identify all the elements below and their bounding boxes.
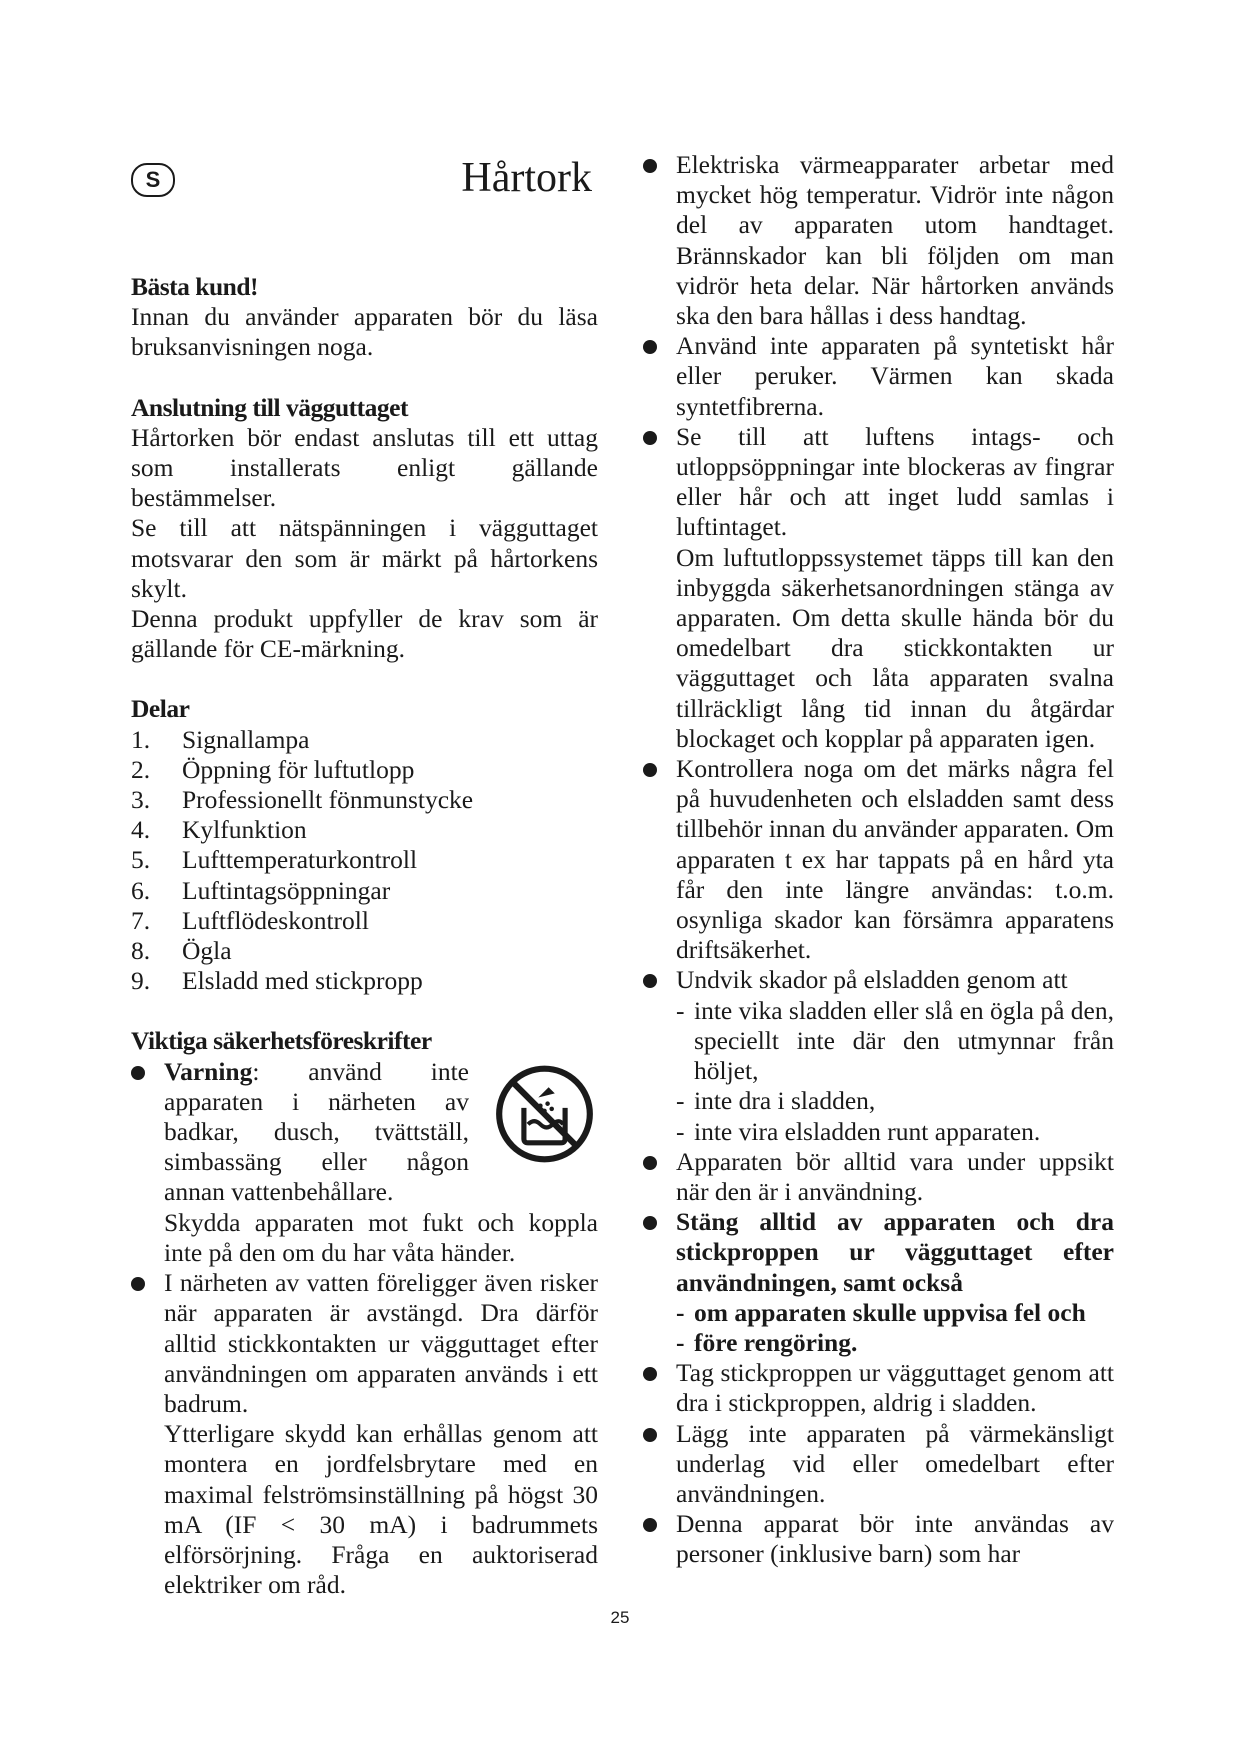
parts-list <box>131 725 598 997</box>
connection-heading: Anslutning till vägguttaget <box>131 392 408 422</box>
parts-list-item: 9. Elsladd med stickpropp <box>131 966 423 996</box>
connection-paragraph: Denna produkt uppfyller de krav som är gällande för CE-märkning. <box>131 604 598 664</box>
page-number: 25 <box>610 1608 630 1627</box>
dash-item: - om apparaten skulle uppvisa fel och <box>676 1297 1086 1327</box>
language-badge: S <box>131 163 175 197</box>
bullet-icon <box>643 974 657 988</box>
page-title: Hårtork <box>461 155 592 201</box>
list-item: Undvik skador på elsladden genom att - inte vika sladden eller slå en ögla på den, speciellt inte där den utmynnar från höljet, - inte dra i sladden, - inte vira elsladden runt apparaten. <box>643 965 1114 1146</box>
list-item: Stäng alltid av apparaten och dra stickproppen ur vägguttaget efter användningen, samt också - om apparaten skulle uppvisa fel och - före rengöring. <box>643 1207 1114 1358</box>
parts-list-item: 8. Ögla <box>131 936 232 966</box>
connection-paragraph: Hårtorken bör endast anslutas till ett uttag som installerats enligt gällande bestämmelser. <box>131 422 598 513</box>
list-item: I närheten av vatten föreligger även risker när apparaten är avstängd. Dra därför alltid stickkontakten ur vägguttaget efter användningen om apparaten används i ett badrum. Ytterligare skydd kan erhållas genom att montera en jordfelsbrytare med en maximal felströmsinställning på högst 30 mA (IF < 30 mA) i badrummets elförsörjning. Fråga en auktoriserad elektriker om råd. <box>131 1268 598 1600</box>
list-item: Se till att luftens intags- och utloppsöppningar inte blockeras av fingrar eller hår och att inget ludd samlas i luftintaget. Om luftutloppssystemet täpps till kan den inbyggda säkerhetsanordningen stänga av apparaten. Om detta skulle hända bör du omedelbart dra stickkontakten ur vägguttaget och låta apparaten svalna tillräckligt lång tid innan du åtgärdar blockaget och kopplar på apparaten igen. <box>643 422 1114 754</box>
warning-extra: Skydda apparaten mot fukt och koppla inte på den om du har våta händer. <box>164 1207 598 1267</box>
safety-heading: Viktiga säkerhetsföreskrifter <box>131 1026 432 1056</box>
dash-item: - inte dra i sladden, <box>676 1086 876 1116</box>
parts-list-item: 6. Luftintagsöppningar <box>131 875 391 905</box>
dash-item: - före rengöring. <box>676 1327 858 1357</box>
bullet-icon <box>643 1216 657 1230</box>
bullet-icon <box>643 763 657 777</box>
bullet-icon <box>643 1367 657 1381</box>
bullet-icon <box>643 1156 657 1170</box>
intro-text: Innan du använder apparaten bör du läsa bruksanvisningen noga. <box>131 302 598 362</box>
list-item: Apparaten bör alltid vara under uppsikt när den är i användning. <box>643 1147 1114 1207</box>
list-item: Använd inte apparaten på syntetiskt hår eller peruker. Värmen kan skada syntetfibrerna. <box>643 331 1114 422</box>
parts-heading: Delar <box>131 694 190 724</box>
no-water-icon <box>493 1059 596 1169</box>
right-column <box>643 150 1114 1570</box>
list-item <box>131 1057 598 1268</box>
parts-list-item: 7. Luftflödeskontroll <box>131 905 369 935</box>
intro-heading: Bästa kund! <box>131 272 259 301</box>
bullet-icon <box>643 159 657 173</box>
warning-label: Varning <box>164 1056 253 1086</box>
safety-list <box>131 1057 598 1601</box>
list-item: Elektriska värmeapparater arbetar med mycket hög temperatur. Vidrör inte någon del av apparaten utom handtaget. Brännskador kan bli följden om man vidrör heta delar. När hårtorken används ska den bara hållas i dess handtag. <box>643 150 1114 331</box>
bullet-icon <box>131 1066 145 1080</box>
list-item: Denna apparat bör inte användas av personer (inklusive barn) som har <box>643 1509 1114 1569</box>
bullet-icon <box>643 340 657 354</box>
list-item: Lägg inte apparaten på värmekänsligt underlag vid eller omedelbart efter användningen. <box>643 1419 1114 1510</box>
parts-list-item: 5. Lufttemperaturkontroll <box>131 845 418 875</box>
left-column <box>131 272 598 1600</box>
dash-item: - inte vira elsladden runt apparaten. <box>676 1116 1041 1146</box>
list-item: Kontrollera noga om det märks några fel på huvudenheten och elsladden samt dess tillbehör innan du använder apparaten. Om apparaten t ex har tappats på en hård yta får den inte längre användas: t.o.m. osynliga skador kan försämra apparatens driftsäkerhet. <box>643 754 1114 965</box>
parts-list-item: 2. Öppning för luftutlopp <box>131 754 415 784</box>
safety-list-continued <box>643 150 1114 1570</box>
bullet-icon <box>643 431 657 445</box>
list-item: Tag stickproppen ur vägguttaget genom att dra i stickproppen, aldrig i sladden. <box>643 1358 1114 1418</box>
bullet-icon <box>131 1277 145 1291</box>
bullet-icon <box>643 1428 657 1442</box>
parts-list-item: 1. Signallampa <box>131 724 310 754</box>
dash-item: - inte vika sladden eller slå en ögla på den, speciellt inte där den utmynnar från höljet, <box>676 995 1114 1086</box>
parts-list-item: 4. Kylfunktion <box>131 815 307 845</box>
connection-paragraph: Se till att nätspänningen i vägguttaget motsvarar den som är märkt på hårtorkens skylt. <box>131 513 598 603</box>
bullet-icon <box>643 1518 657 1532</box>
warning-text: : använd inte apparaten i närheten av badkar, dusch, tvättställ, simbassäng eller någon annan vattenbehållare. <box>164 1056 469 1207</box>
parts-list-item: 3. Professionellt fönmunstycke <box>131 785 474 815</box>
